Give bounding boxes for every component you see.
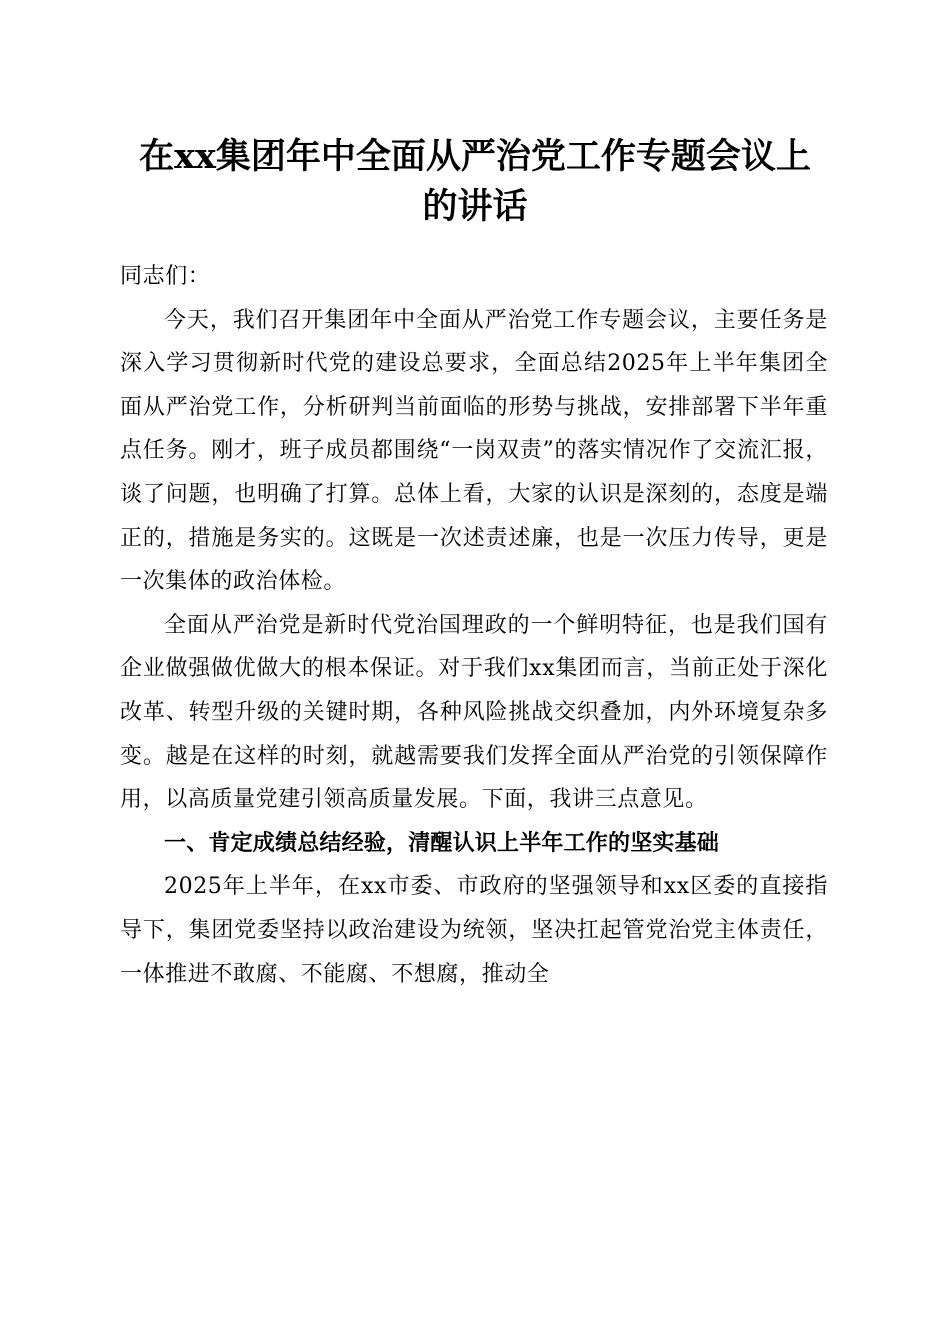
title-line-2: 的讲话 <box>422 186 528 227</box>
paragraph-significance: 全面从严治党是新时代党治国理政的一个鲜明特征，也是我们国有企业做强做优做大的根本保证。对于我们xx集团而言，当前正处于深化改革、转型升级的关键时期，各种风险挑战交织叠加，内外环境复杂多变。越是在这样的时刻，就越需要我们发挥全面从严治党的引领保障作用，以高质量党建引领高质量发展。下面，我讲三点意见。 <box>120 612 828 813</box>
title-line-1: 在xx集团年中全面从严治党工作专题会议上 <box>139 136 811 177</box>
salutation: 同志们： <box>120 264 211 289</box>
paragraph-opening: 今天，我们召开集团年中全面从严治党工作专题会议，主要任务是深入学习贯彻新时代党的建设总要求，全面总结2025年上半年集团全面从严治党工作，分析研判当前面临的形势与挑战，安排部署下半年重点任务。刚才，班子成员都围绕“一岗双责”的落实情况作了交流汇报，谈了问题，也明确了打算。总体上看，大家的认识是深刻的，态度是端正的，措施是务实的。这既是一次述责述廉，也是一次压力传导，更是一次集体的政治体检。 <box>120 307 828 595</box>
section-heading-1: 一、肯定成绩总结经验，清醒认识上半年工作的坚实基础 <box>164 830 720 856</box>
document-body <box>120 255 828 996</box>
paragraph-section-1: 2025年上半年，在xx市委、市政府的坚强领导和xx区委的直接指导下，集团党委坚持以政治建设为统领，坚决扛起管党治党主体责任，一体推进不敢腐、不能腐、不想腐，推动全 <box>120 874 828 987</box>
document-title <box>100 132 850 232</box>
